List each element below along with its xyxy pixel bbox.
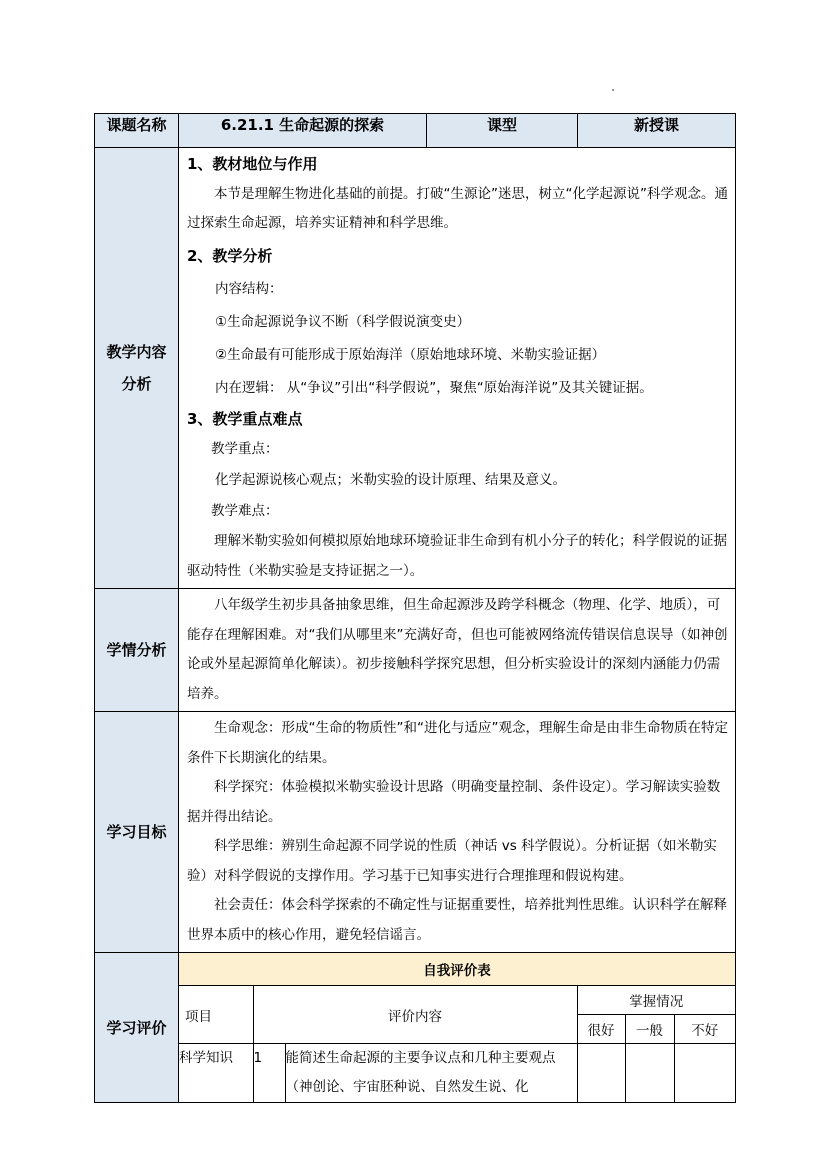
analysis-content <box>179 148 736 589</box>
goals-content <box>179 712 736 953</box>
structure-label: 内容结构： <box>215 280 283 297</box>
header-row <box>95 114 736 148</box>
key-text: 化学起源说核心观点；米勒实验的设计原理、结果及意义。 <box>215 472 566 488</box>
self-evaluation-title: 自我评价表 <box>179 953 735 986</box>
analysis-row <box>95 148 736 589</box>
structure-item-1: ①生命起源说争议不断（科学假说演变史） <box>215 313 471 330</box>
students-text: 八年级学生初步具备抽象思维，但生命起源涉及跨学科概念（物理、化学、地质），可能存在理解困难。对“我们从哪里来”充满好奇，但也可能被网络流传错误信息误导（如神创论或外星起源简单化解读）。初步接触科学探究思想，但分析实验设计的深刻内涵能力仍需培养。 <box>187 597 728 702</box>
section-1-text: 本节是理解生物进化基础的前提。打破“生源论”迷思，树立“化学起源说”科学观念。通过探索生命起源，培养实证精神和科学思维。 <box>187 185 728 231</box>
difficulty-text: 理解米勒实验如何模拟原始地球环境验证非生命到有机小分子的转化；科学假说的证据驱动特性（米勒实验是支持证据之一）。 <box>187 533 727 579</box>
difficulty-label: 教学难点： <box>211 503 279 519</box>
evaluation-row <box>95 953 736 1103</box>
checkbox-very-good[interactable] <box>577 1044 625 1103</box>
logic-text: 内在逻辑： 从“争议”引出“科学假说”，聚焦“原始海洋说”及其关键证据。 <box>215 379 653 396</box>
goal-responsibility: 社会责任：体会科学探索的不确定性与证据重要性，培养批判性思维。认识科学在解释世界本质中的核心作用，避免轻信谣言。 <box>187 897 727 943</box>
lesson-plan-table <box>94 113 736 1103</box>
section-2-title: 2、教学分析 <box>187 246 273 265</box>
label-lesson-name: 课题名称 <box>95 114 179 148</box>
row-content: 能简述生命起源的主要争议点和几种主要观点（神创论、宇宙胚种说、自然发生说、化 <box>285 1044 577 1103</box>
level-poor: 不好 <box>674 1015 735 1044</box>
level-very-good: 很好 <box>577 1015 625 1044</box>
label-analysis: 教学内容分析 <box>95 148 179 589</box>
page-dot <box>612 89 614 91</box>
checkbox-average[interactable] <box>625 1044 674 1103</box>
label-students: 学情分析 <box>95 589 179 712</box>
col-mastery-header: 掌握情况 <box>577 986 735 1015</box>
label-evaluation: 学习评价 <box>95 953 179 1103</box>
level-average: 一般 <box>625 1015 674 1044</box>
col-content-header: 评价内容 <box>253 986 577 1044</box>
key-label: 教学重点： <box>211 441 279 457</box>
label-lesson-type: 课型 <box>427 114 578 148</box>
structure-item-2: ②生命最有可能形成于原始海洋（原始地球环境、米勒实验证据） <box>215 346 606 363</box>
goal-life-concept: 生命观念：形成“生命的物质性”和“进化与适应”观念，理解生命是由非生命物质在特定条件下长期演化的结果。 <box>187 720 728 766</box>
checkbox-poor[interactable] <box>674 1044 735 1103</box>
row-number: 1 <box>253 1044 285 1103</box>
section-1-title: 1、教材地位与作用 <box>187 155 318 173</box>
students-row <box>95 589 736 712</box>
lesson-title: 6.21.1 生命起源的探索 <box>179 114 427 148</box>
section-3-title: 3、教学重点难点 <box>187 409 303 428</box>
goal-inquiry: 科学探究：体验模拟米勒实验设计思路（明确变量控制、条件设定）。学习解读实验数据并得出结论。 <box>187 779 721 825</box>
label-goals: 学习目标 <box>95 712 179 953</box>
self-evaluation-table <box>179 953 735 1102</box>
lesson-type: 新授课 <box>578 114 736 148</box>
goals-row <box>95 712 736 953</box>
students-content <box>179 589 736 712</box>
col-item-header: 项目 <box>179 986 253 1044</box>
goal-thinking: 科学思维：辨别生命起源不同学说的性质（神话 vs 科学假说）。分析证据（如米勒实验）对科学假说的支撑作用。学习基于已知事实进行合理推理和假说构建。 <box>187 838 717 884</box>
evaluation-content <box>179 953 736 1103</box>
row-item: 科学知识 <box>179 1044 253 1103</box>
